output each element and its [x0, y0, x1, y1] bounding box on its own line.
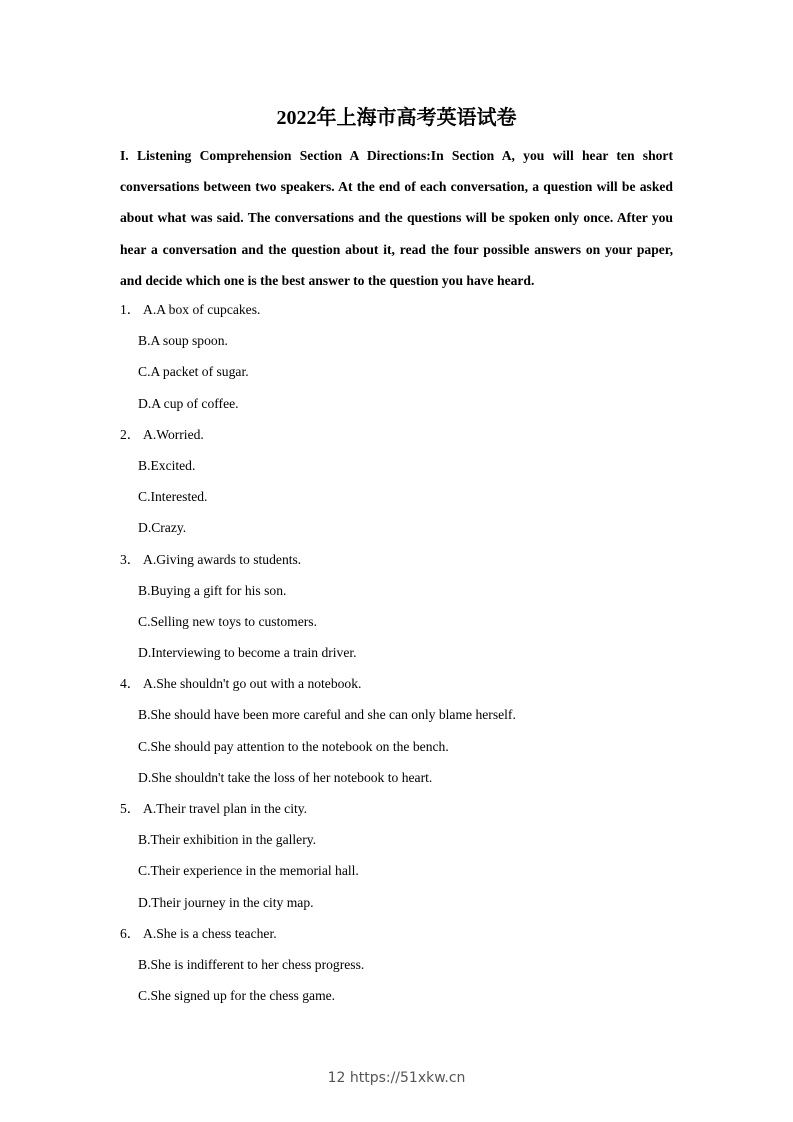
- question-1: [120, 294, 680, 419]
- footer-url[interactable]: https://51xkw.cn: [349, 1070, 466, 1086]
- option-b: B.She is indifferent to her chess progress.: [138, 956, 365, 972]
- question-number: 1．: [120, 302, 141, 317]
- option-c: C.She should pay attention to the notebook on the bench.: [138, 738, 449, 754]
- question-line: [120, 918, 680, 949]
- option-d: D.She shouldn't take the loss of her notebook to heart.: [138, 769, 433, 785]
- page-footer: [0, 1070, 793, 1086]
- option-b: B.Their exhibition in the gallery.: [138, 832, 317, 848]
- question-4: [120, 668, 680, 793]
- option-c: C.Their experience in the memorial hall.: [138, 863, 359, 879]
- question-line: [120, 793, 680, 824]
- question-number: 2．: [120, 426, 141, 442]
- option-b: B.Buying a gift for his son.: [138, 582, 287, 598]
- option-d: D.Their journey in the city map.: [138, 894, 314, 910]
- question-line: [120, 294, 680, 325]
- directions-paragraph: I. Listening Comprehension Section A Directions:In Section A, you will hear ten short conversations between two speakers. At the end of each conversation, a question will be asked about what was said. The conversations and the questions will be spoken only once. After you hear a conversation and the question about it, read the four possible answers on your paper, and decide which one is the best answer to the question you have heard.: [120, 148, 673, 288]
- option-c: C.Selling new toys to customers.: [138, 613, 317, 629]
- question-5: [120, 793, 680, 918]
- option-d: D.A cup of coffee.: [138, 395, 239, 411]
- question-6: [120, 918, 680, 1012]
- option-a: A.Their travel plan in the city.: [143, 801, 308, 816]
- question-number: 3．: [120, 551, 141, 567]
- question-line: [120, 419, 680, 450]
- option-a: A.A box of cupcakes.: [143, 302, 261, 317]
- option-b: B.Excited.: [138, 457, 196, 473]
- option-c: C.A packet of sugar.: [138, 364, 249, 380]
- question-line: [120, 668, 680, 699]
- option-c: C.She signed up for the chess game.: [138, 988, 336, 1004]
- option-a: A.Giving awards to students.: [143, 551, 302, 567]
- option-d: D.Crazy.: [138, 520, 187, 536]
- option-d: D.Interviewing to become a train driver.: [138, 645, 357, 661]
- question-number: 6．: [120, 925, 141, 941]
- question-line: [120, 544, 680, 575]
- question-number: 5．: [120, 801, 141, 816]
- question-3: [120, 544, 680, 669]
- option-a: A.She is a chess teacher.: [143, 925, 277, 941]
- option-b: B.She should have been more careful and she can only blame herself.: [138, 707, 516, 723]
- option-a: A.She shouldn't go out with a notebook.: [143, 676, 362, 692]
- option-b: B.A soup spoon.: [138, 333, 228, 349]
- option-c: C.Interested.: [138, 489, 208, 505]
- page-number: 12: [327, 1070, 346, 1086]
- question-list: [120, 294, 680, 1011]
- option-a: A.Worried.: [143, 426, 204, 442]
- page-title: 2022年上海市高考英语试卷: [276, 107, 517, 129]
- question-number: 4．: [120, 676, 141, 692]
- question-2: [120, 419, 680, 544]
